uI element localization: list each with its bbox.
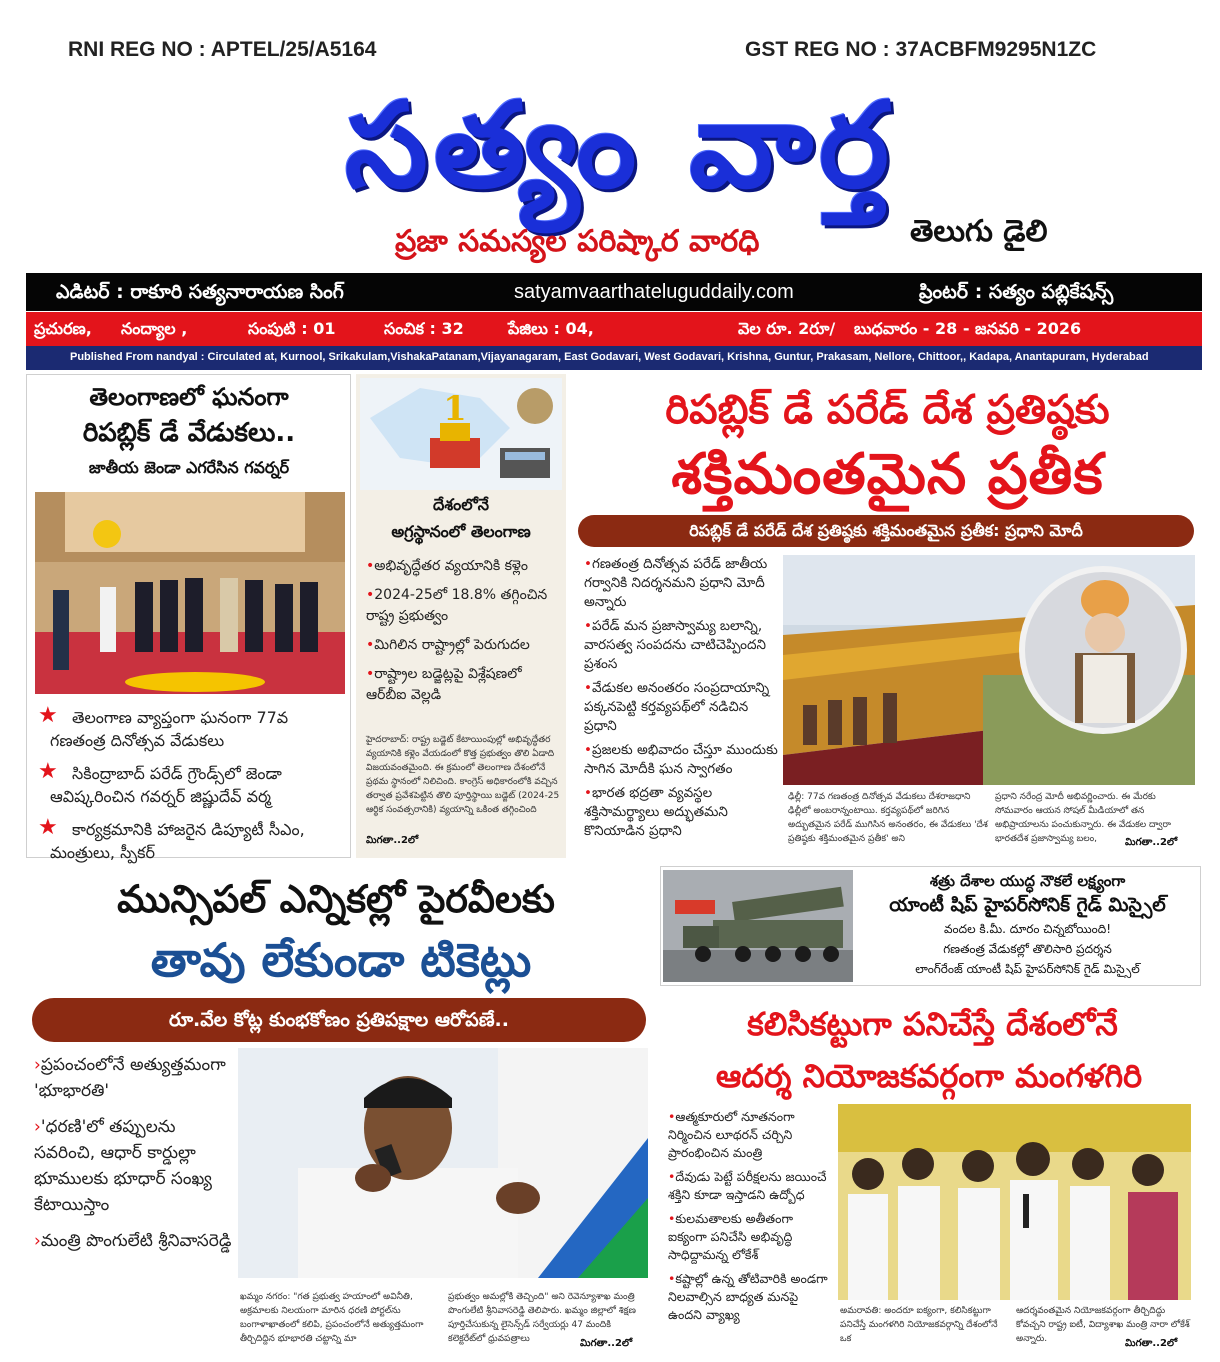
telangana-subhead: జాతీయ జెండా ఎగరేసిన గవర్నర్ [88, 458, 290, 477]
mangalagiri-point: •దేవుడు పెట్టే పరీక్షలను జయించే శక్తిని కూడా ఇస్తాడని ఉద్బోధ [668, 1169, 827, 1202]
municipal-body-right: ప్రభుత్వం అమల్లోకి తెచ్చింది" అని రెవెన్యూశాఖ మంత్రి పొంగులేటి శ్రీనివాసరెడ్డి తెలిపారు. ఖమ్మం జిల్లాలో శిక్షణ పూర్తిచేసుకున్న లైసెన్స్‌డ్ సర్వేయర్లు 47 మందికి కలెక్టరేట్‌లో ధ్రువపత్రాలు [448, 1292, 636, 1344]
first-headline-2: అగ్రస్థానంలో తెలంగాణ [391, 522, 531, 541]
place-name: నంద్యాల , [121, 319, 188, 338]
editor-bar [26, 273, 1202, 311]
missile-photo [663, 870, 853, 982]
mangalagiri-headline-2: ఆదర్శ నియోజకవర్గంగా మంగళగిరి [715, 1057, 1143, 1095]
first-point: •అభివృద్ధేతర వ్యయానికి కళ్లెం [366, 558, 529, 574]
volume-number: సంపుటి : 01 [248, 319, 336, 338]
missile-line-2: గణతంత్ర వేడుకల్లో తొలిసారి ప్రదర్శన [943, 942, 1112, 956]
first-point: •మిగిలిన రాష్ట్రాల్లో పెరుగుదల [366, 637, 530, 653]
missile-line-3: లాంగ్‌రేంజ్ యాంటీ షిప్ హైపర్‌సోనిక్ గైడ్ మిస్సైల్ [915, 962, 1140, 976]
missile-line-1: వందల కి.మీ. దూరం చిన్నబోయింది! [943, 922, 1112, 936]
telangana-headline-1: తెలంగాణలో ఘనంగా [89, 383, 289, 411]
page-count: పేజిలు : 04, [508, 319, 594, 338]
telangana-headline-2: రిపబ్లిక్ డే వేడుకలు.. [82, 418, 296, 448]
mangalagiri-body-left: అమరావతి: అందరూ ఐక్యంగా, కలిసికట్టుగా పనిచేస్తే మంగళగిరి నియోజకవర్గాన్ని దేశంలోనే ఒక [840, 1306, 998, 1344]
parade-headline-1: రిపబ్లిక్ డే పరేడ్ దేశ ప్రతిష్ఠకు [665, 387, 1110, 433]
telangana-point: ★ కార్యక్రమానికి హాజరైన డిప్యూటీ సీఎం, మంత్రులు, స్పీకర్ [38, 815, 305, 862]
price: వెల రూ. 2రూ/ [738, 319, 836, 338]
first-headline-1: దేశంలోనే [433, 495, 489, 514]
masthead-title: సత్యం వార్త [344, 76, 896, 214]
first-point: •రాష్ట్రాల బడ్జెట్లపై విశ్లేషణలో ఆర్‌బీఐ వెల్లడి [366, 666, 522, 703]
telangana-points [38, 703, 343, 864]
missile-headline-2: యాంటీ షిప్ హైపర్‌సోనిక్ గైడ్ మిస్సైల్ [889, 894, 1166, 916]
municipal-point: ›మంత్రి పొంగులేటి శ్రీనివాసరెడ్డి [34, 1231, 232, 1251]
mangalagiri-point: •ఆత్మకూరులో నూతనంగా నిర్మించిన లూథరన్ చర్చిని ప్రారంభించిన మంత్రి [668, 1109, 795, 1160]
telangana-point: ★ సికింద్రాబాద్ పరేడ్ గ్రౌండ్స్‌లో జెండా ఆవిష్కరించిన గవర్నర్ జిష్ణుదేవ్ వర్మ [38, 759, 282, 806]
parade-headline-2: శక్తిమంతమైన ప్రతీక [671, 442, 1104, 507]
website-link[interactable]: satyamvaarthateluguddaily.com [514, 281, 794, 303]
editor-name: ఎడిటర్ : రాకూరి సత్యనారాయణ సింగ్ [56, 281, 344, 303]
missile-headline-1: శత్రు దేశాల యుద్ధ నౌకలే లక్ష్యంగా [929, 872, 1126, 890]
parade-point: •పరేడ్ మన ప్రజాస్వామ్య బలాన్ని, వారసత్వ సంపదను చాటిచెప్పిందని ప్రశంస [584, 618, 767, 672]
gst-number: GST REG NO : 37ACBFM9295N1ZC [745, 38, 1097, 61]
printer-name: ప్రింటర్ : సత్యం పబ్లికేషన్స్ [919, 281, 1114, 303]
telugu-daily-label: తెలుగు డైలి [910, 214, 1048, 249]
parade-point: •ప్రజలకు అభివాదం చేస్తూ ముందుకు సాగిన మోదీకి ఘన స్వాగతం [584, 742, 778, 777]
telangana-point: ★ తెలంగాణ వ్యాప్తంగా ఘనంగా 77వ గణతంత్ర దినోత్సవ వేడుకలు [38, 703, 289, 750]
svg-text:1: 1 [443, 389, 467, 429]
parade-point: •గణతంత్ర దినోత్సవ పరేడ్ జాతీయ గర్వానికి నిదర్శనమని ప్రధాని మోదీ అన్నారు [584, 556, 768, 610]
parade-body-right: ప్రధాని నరేంద్ర మోదీ అభివర్ణించారు. ఈ మేరకు సోమవారం ఆయన సోషల్ మీడియాలో తన అభిప్రాయాలను పంచుకున్నారు. ఈ వేడుకల ద్వారా భారతదేశ ప్రజాస్వామ్య బలం, [995, 792, 1171, 844]
parade-continued: మిగతా..2లో [1125, 837, 1178, 848]
municipal-point: ›ప్రపంచంలోనే అత్యుత్తమంగా 'భూభారతి' [34, 1055, 226, 1101]
first-body: హైదరాబాద్: రాష్ట్ర బడ్జెట్ కేటాయింపుల్లో అభివృద్ధేతర వ్యయానికి కళ్లెం వేయడంలో కొత్త ప్రభుత్వం తొలి ఏడాది విజయవంతమైంది. ఈ క్రమంలో తెలంగాణ దేశంలోనే ప్రథమ స్థానంలో నిలిచింది. కాంగ్రెస్ అధికారంలోకి వచ్చిన తర్వాత ప్రవేశపెట్టిన తొలి పూర్తిస్థాయి బడ్జెట్ (2024-25 ఆర్థిక సంవత్సరానికి) వ్యయాన్ని ఒకింత తగ్గించింది [366, 735, 560, 815]
lokesh-photo [838, 1104, 1191, 1300]
circulation-bar: Published From nandyal : Circulated at, Kurnool, Srikakulam,VishakaPatanam,Vijayanagaram, East Godavari, West Godavari, Krishna, Guntur, Prakasam, Nellore, Chittoor,, Kadapa, Anantapuram, Hyderabad [26, 346, 1202, 370]
municipal-point: ›'ధరణి'లో తప్పులను సవరించి, ఆధార్ కార్డుల్లా భూములకు భూధార్ సంఖ్య కేటాయిస్తాం [34, 1117, 212, 1215]
mangalagiri-points [668, 1108, 833, 1324]
telangana-first-graphic [360, 378, 562, 490]
municipal-continued: మిగతా..2లో [580, 1338, 633, 1349]
parade-body-left: ఢిల్లీ: 77వ గణతంత్ర దినోత్సవ వేడుకలు దేశరాజధాని ఢిల్లీలో అంబరాన్నంటాయి. కర్తవ్యపథ్‌లో జరిగిన అద్భుతమైన పరేడ్ ముగిసిన అనంతరం, ఈ వేడుకలు 'దేశ ప్రతిష్ఠకు శక్తిమంతమైన ప్రతీక' అని [788, 792, 988, 844]
parade-points [584, 555, 780, 841]
municipal-body-left: ఖమ్మం నగరం: "గత ప్రభుత్వ హయాంలో అవినీతి, అక్రమాలకు నిలయంగా మారిన ధరణి పోర్టల్‌ను బంగాళాఖాతంలో కలిపి, ప్రపంచంలోనే అత్యుత్తమంగా తీర్చిదిద్దిన భూభారతి చట్టాన్ని మా [240, 1292, 424, 1344]
governor-flag-photo [35, 492, 345, 694]
mangalagiri-point: •కష్టాల్లో ఉన్న తోటివారికి అండగా నిలవాల్సిన బాధ్యత మనపై ఉందని వ్యాఖ్య [668, 1271, 828, 1322]
parade-photo [783, 555, 1195, 785]
first-points [366, 556, 562, 706]
place-label: ప్రచురణ, [34, 319, 92, 338]
mangalagiri-headline-1: కలిసికట్టుగా పనిచేస్తే దేశంలోనే [747, 1005, 1118, 1043]
issue-number: సంచిక : 32 [384, 319, 464, 338]
parade-point: •వేడుకల అనంతరం సంప్రదాయాన్ని పక్కనపెట్టి కర్తవ్యపథ్‌లో నడిచిన ప్రధాని [584, 680, 770, 734]
first-point: •2024-25లో 18.8% తగ్గించిన రాష్ట్ర ప్రభుత్వం [366, 587, 548, 624]
mangalagiri-continued: మిగతా..2లో [1125, 1338, 1178, 1349]
masthead-tagline: ప్రజా సమస్యల పరిష్కార వారధి [395, 224, 760, 259]
issue-date: బుధవారం - 28 - జనవరి - 2026 [854, 319, 1082, 338]
municipal-headline-1: మున్సిపల్ ఎన్నికల్లో పైరవీలకు [117, 877, 555, 921]
first-continued: మిగతా..2లో [366, 835, 419, 846]
municipal-points [34, 1052, 234, 1254]
mangalagiri-point: •కులమతాలకు అతీతంగా ఐక్యంగా పనిచేసి అభివృద్ధి సాధిద్దామన్న లోకేశ్ [668, 1211, 794, 1262]
minister-photo [238, 1048, 648, 1278]
mangalagiri-body-right: ఆదర్శవంతమైన నియోజకవర్గంగా తీర్చిదిద్దు కోవచ్చని రాష్ట్ర ఐటీ, విద్యాశాఖ మంత్రి నారా లోకేశ్ అన్నారు. [1016, 1306, 1190, 1344]
issue-info-bar [26, 312, 1202, 346]
parade-point: •భారత భద్రతా వ్యవస్థల శక్తిసామర్థ్యాలు అద్భుతమని కొనియాడిన ప్రధాని [584, 785, 728, 839]
rni-number: RNI REG NO : APTEL/25/A5164 [68, 38, 377, 61]
parade-ribbon: రిపబ్లిక్ డే పరేడ్ దేశ ప్రతిష్ఠకు శక్తిమంతమైన ప్రతీక: ప్రధాని మోదీ [578, 515, 1194, 547]
municipal-ribbon: రూ.వేల కోట్ల కుంభకోణం ప్రతిపక్షాల ఆరోపణే.. [32, 998, 646, 1042]
municipal-headline-2: తావు లేకుండా టికెట్లు [150, 933, 532, 987]
